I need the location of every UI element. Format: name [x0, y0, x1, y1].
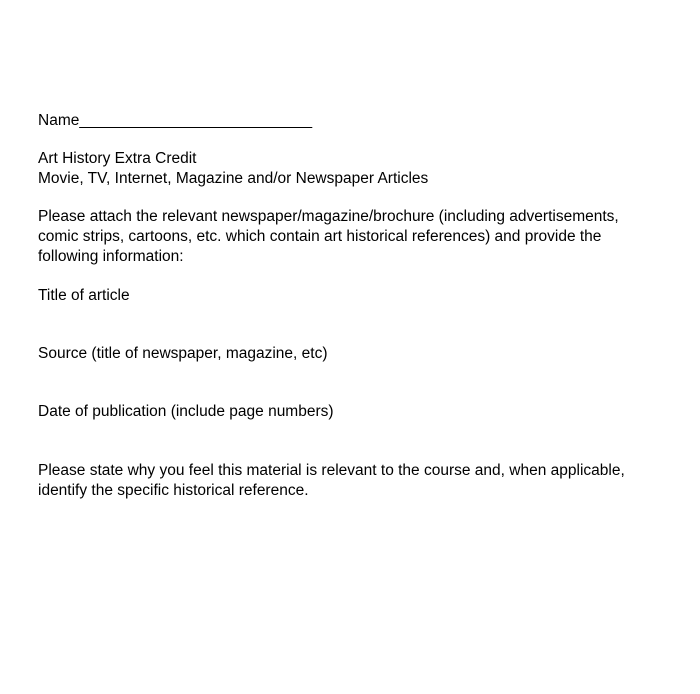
title-of-article-label: Title of article — [38, 287, 130, 304]
name-line: Name___________________________ — [38, 112, 313, 129]
instructions-line: comic strips, cartoons, etc. which contain art historical references) and provide the — [38, 228, 602, 245]
document-header — [38, 149, 648, 189]
date-of-publication-label: Date of publication (include page numbers) — [38, 403, 334, 420]
name-field-label — [38, 111, 648, 131]
relevance-paragraph — [38, 461, 648, 501]
course-title: Art History Extra Credit — [38, 150, 197, 167]
source-label: Source (title of newspaper, magazine, etc) — [38, 345, 328, 362]
document-subtitle: Movie, TV, Internet, Magazine and/or Newspaper Articles — [38, 170, 429, 187]
relevance-line: identify the specific historical reference. — [38, 482, 309, 499]
instructions-line: following information: — [38, 248, 184, 265]
instructions-line: Please attach the relevant newspaper/magazine/brochure (including advertisements, — [38, 208, 619, 225]
instructions-paragraph — [38, 207, 648, 267]
relevance-line: Please state why you feel this material is relevant to the course and, when applicable, — [38, 462, 625, 479]
